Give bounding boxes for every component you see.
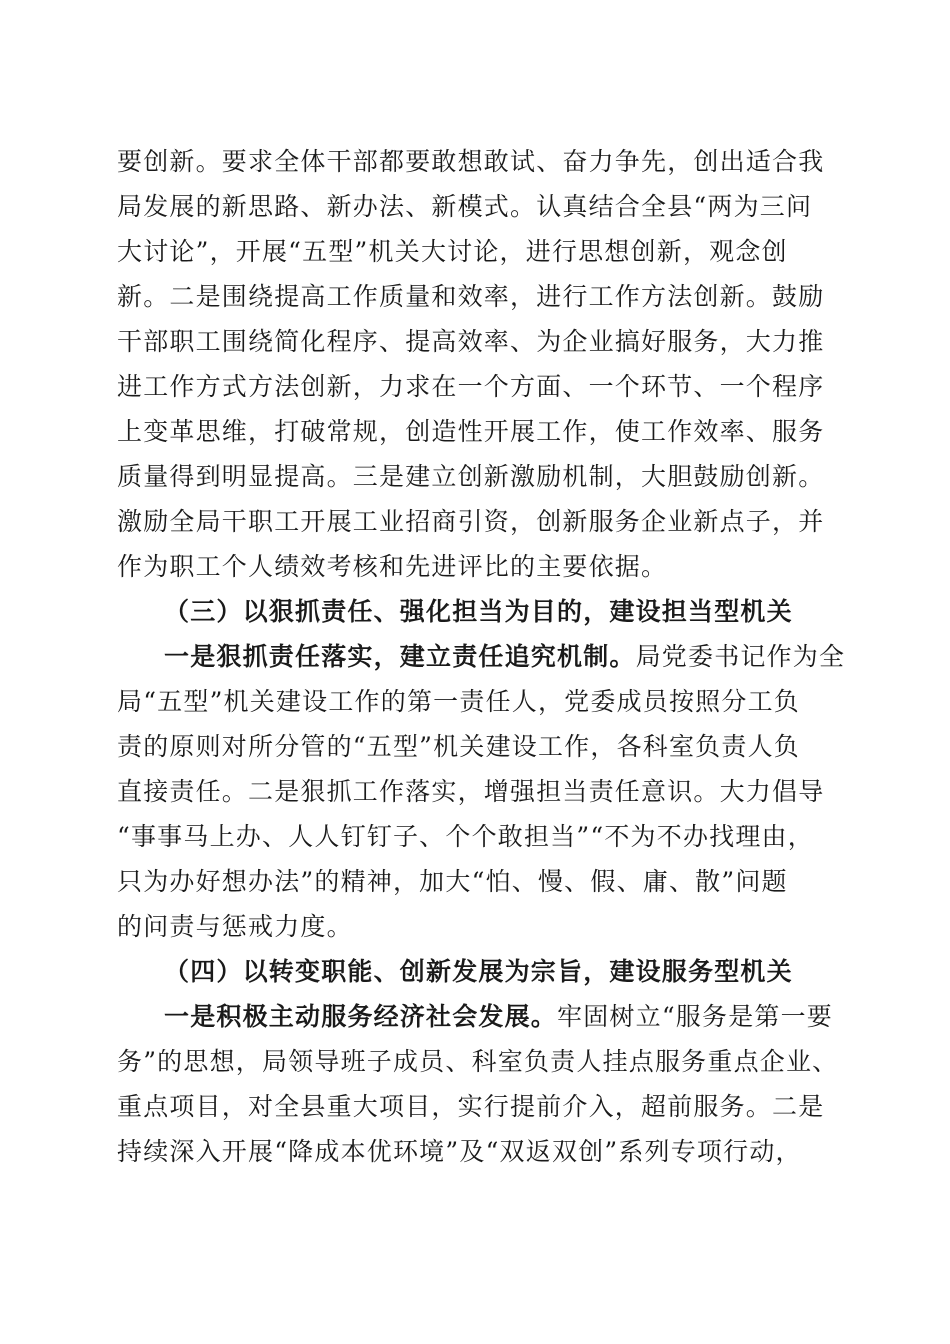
paragraph-line: 干部职工围绕简化程序、提高效率、为企业搞好服务，大力推	[117, 327, 825, 356]
section3-lead-rest: 局党委书记作为全	[635, 642, 846, 671]
paragraph-line: 进工作方式方法创新，力求在一个方面、一个环节、一个程序	[117, 372, 825, 401]
paragraph-line: 作为职工个人绩效考核和先进评比的主要依据。	[117, 552, 668, 581]
paragraph-line: 激励全局干职工开展工业招商引资，创新服务企业新点子，并	[117, 507, 825, 536]
paragraph-line: 重点项目，对全县重大项目，实行提前介入，超前服务。二是	[117, 1092, 825, 1121]
paragraph-line: 责的原则对所分管的“五型”机关建设工作，各科室负责人负	[117, 732, 800, 761]
section4-lead-rest: 牢固树立“服务是第一要	[557, 1002, 833, 1031]
paragraph-line: 大讨论”，开展“五型”机关大讨论，进行思想创新，观念创	[117, 237, 788, 266]
paragraph-line: 局发展的新思路、新办法、新模式。认真结合全县“两为三问	[117, 192, 813, 221]
paragraph-line: 持续深入开展“降成本优环境”及“双返双创”系列专项行动，	[117, 1137, 802, 1166]
paragraph-line: 只为办好想办法”的精神，加大“怕、慢、假、庸、散”问题	[117, 867, 788, 896]
paragraph-line: “事事马上办、人人钉钉子、个个敢担当”“不为不办找理由，	[117, 822, 814, 851]
paragraph-line: 直接责任。二是狠抓工作落实，增强担当责任意识。大力倡导	[117, 777, 825, 806]
section3-lead-line	[164, 642, 845, 672]
paragraph-line: 务”的思想，局领导班子成员、科室负责人挂点服务重点企业、	[117, 1047, 839, 1076]
paragraph-line: 上变革思维，打破常规，创造性开展工作，使工作效率、服务	[117, 417, 825, 446]
section-heading-3: （三）以狠抓责任、强化担当为目的，建设担当型机关	[164, 597, 793, 626]
paragraph-line: 局“五型”机关建设工作的第一责任人，党委成员按照分工负	[117, 687, 800, 716]
paragraph-line: 要创新。要求全体干部都要敢想敢试、奋力争先，创出适合我	[117, 147, 825, 176]
paragraph-line: 的问责与惩戒力度。	[117, 912, 353, 941]
section4-lead-line	[164, 1002, 833, 1032]
section-heading-4: （四）以转变职能、创新发展为宗旨，建设服务型机关	[164, 957, 793, 986]
section3-lead-bold: 一是狠抓责任落实，建立责任追究机制。	[164, 642, 636, 671]
paragraph-line: 新。二是围绕提高工作质量和效率，进行工作方法创新。鼓励	[117, 282, 825, 311]
paragraph-line: 质量得到明显提高。三是建立创新激励机制，大胆鼓励创新。	[117, 462, 825, 491]
section4-lead-bold: 一是积极主动服务经济社会发展。	[164, 1002, 558, 1031]
